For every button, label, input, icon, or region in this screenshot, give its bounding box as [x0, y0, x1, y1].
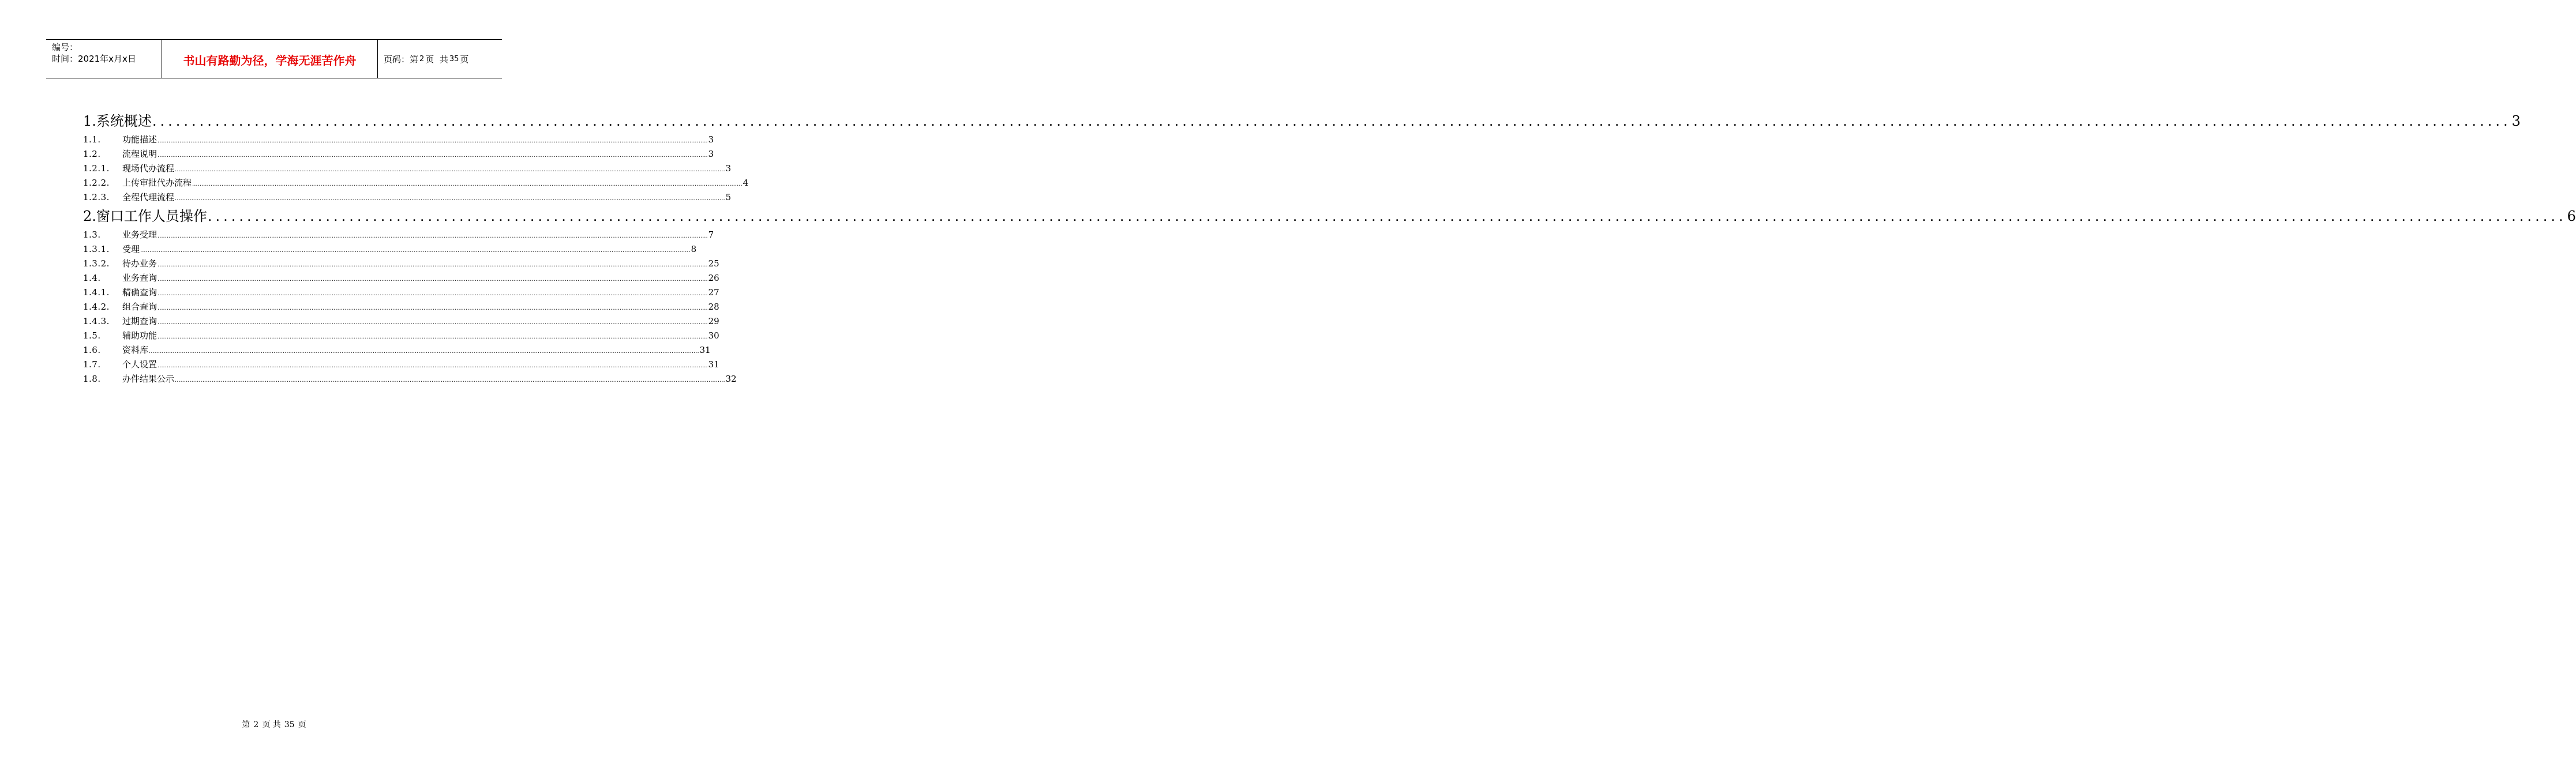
header-page-current: 2: [419, 54, 425, 63]
toc-entry[interactable]: [83, 176, 749, 190]
toc-entry-title: 待办业务: [122, 258, 158, 269]
table-of-contents: [83, 110, 2576, 386]
toc-entry-number: 1.3.2.: [83, 258, 110, 269]
toc-entry-number: 1.6.: [83, 345, 101, 355]
toc-leader-dots: ............................................................................................................................................................................................................................................................................................................: [140, 247, 691, 254]
toc-leader-dots: ............................................................................................................................................................................................................................................................................................................: [152, 113, 2511, 129]
toc-entry[interactable]: [83, 205, 2576, 228]
toc-entry-title: 功能描述: [122, 134, 158, 145]
toc-entry-title: 业务受理: [122, 230, 158, 240]
toc-entry[interactable]: [83, 285, 719, 300]
toc-entry-page: 31: [708, 359, 719, 370]
footer-mid: 页 共: [262, 720, 281, 729]
toc-entry[interactable]: [83, 228, 714, 242]
toc-leader-dots: ............................................................................................................................................................................................................................................................................................................: [158, 291, 708, 297]
toc-entry[interactable]: [83, 343, 711, 358]
toc-entry-page: 31: [699, 345, 711, 355]
toc-entry-title: 现场代办流程: [122, 163, 175, 174]
toc-entry-number: 1.3.1.: [83, 244, 110, 254]
toc-entry-page: 28: [708, 302, 719, 312]
toc-entry-number: 1.8.: [83, 374, 101, 384]
header-page-mid: 页 共: [425, 54, 448, 65]
toc-entry-title: 流程说明: [122, 149, 158, 159]
toc-leader-dots: ............................................................................................................................................................................................................................................................................................................: [158, 319, 708, 326]
toc-entry-title: 资料库: [122, 345, 149, 355]
toc-entry-number: 2.: [83, 208, 96, 224]
toc-leader-dots: ............................................................................................................................................................................................................................................................................................................: [158, 233, 708, 239]
header-page-prefix: 页码：第: [384, 54, 419, 65]
toc-entry-title: 全程代理流程: [122, 192, 175, 202]
footer-prefix: 第: [242, 720, 250, 729]
toc-entry-page: 4: [743, 178, 749, 188]
toc-entry[interactable]: [83, 190, 732, 205]
toc-entry[interactable]: [83, 372, 737, 386]
header-motto: 书山有路勤为径，学海无涯苦作舟: [162, 40, 378, 78]
toc-entry-title: 组合查询: [122, 302, 158, 312]
toc-entry[interactable]: [83, 110, 2521, 133]
toc-entry-number: 1.4.: [83, 273, 101, 283]
toc-entry-title: 窗口工作人员操作: [96, 208, 207, 224]
toc-entry-page: 8: [691, 244, 697, 254]
toc-entry-page: 26: [708, 273, 719, 283]
toc-entry-title: 办件结果公示: [122, 374, 175, 384]
toc-entry-page: 25: [708, 258, 719, 269]
toc-entry[interactable]: [83, 271, 719, 285]
toc-leader-dots: ............................................................................................................................................................................................................................................................................................................: [207, 208, 2567, 224]
header-page-info: [378, 40, 502, 78]
toc-entry[interactable]: [83, 300, 719, 314]
toc-entry-number: 1.3.: [83, 230, 101, 240]
header-number-label: 编号：: [52, 42, 78, 52]
header-page-suffix: 页: [460, 54, 469, 65]
toc-entry-title: 过期查询: [122, 316, 158, 326]
toc-entry-number: 1.2.2.: [83, 178, 110, 188]
header-page-total: 35: [449, 54, 459, 63]
toc-entry[interactable]: [83, 329, 719, 343]
toc-entry-number: 1.5.: [83, 330, 101, 341]
toc-entry-page: 3: [2511, 113, 2521, 129]
toc-leader-dots: ............................................................................................................................................................................................................................................................................................................: [175, 167, 725, 173]
toc-entry-page: 7: [708, 230, 714, 240]
footer-suffix: 页: [298, 720, 306, 729]
toc-entry[interactable]: [83, 358, 719, 372]
toc-entry-number: 1.2.: [83, 149, 101, 159]
footer-current: 2: [253, 720, 259, 729]
toc-entry[interactable]: [83, 242, 697, 257]
toc-leader-dots: ............................................................................................................................................................................................................................................................................................................: [158, 334, 708, 340]
toc-entry-page: 5: [725, 192, 732, 202]
toc-entry-title: 系统概述: [96, 113, 152, 129]
toc-entry[interactable]: [83, 147, 714, 161]
toc-entry-number: 1.4.3.: [83, 316, 110, 326]
toc-entry-page: 27: [708, 287, 719, 298]
toc-leader-dots: ............................................................................................................................................................................................................................................................................................................: [158, 262, 708, 268]
toc-entry[interactable]: [83, 133, 714, 147]
toc-entry-number: 1.2.3.: [83, 192, 110, 202]
toc-leader-dots: ............................................................................................................................................................................................................................................................................................................: [158, 276, 708, 283]
toc-entry-number: 1.4.1.: [83, 287, 110, 298]
toc-entry[interactable]: [83, 314, 719, 329]
toc-leader-dots: ............................................................................................................................................................................................................................................................................................................: [158, 152, 708, 159]
toc-entry[interactable]: [83, 257, 719, 271]
page-footer: [0, 718, 548, 730]
toc-entry-number: 1.: [83, 113, 96, 129]
toc-leader-dots: ............................................................................................................................................................................................................................................................................................................: [149, 348, 699, 355]
toc-entry[interactable]: [83, 161, 732, 176]
toc-entry-number: 1.1.: [83, 134, 101, 145]
toc-leader-dots: ............................................................................................................................................................................................................................................................................................................: [158, 363, 708, 369]
toc-entry-title: 精确查询: [122, 287, 158, 298]
toc-entry-page: 3: [725, 163, 732, 174]
footer-total: 35: [284, 720, 295, 729]
toc-entry-page: 3: [708, 149, 714, 159]
toc-leader-dots: ............................................................................................................................................................................................................................................................................................................: [192, 181, 743, 187]
toc-entry-page: 30: [708, 330, 719, 341]
toc-entry-page: 32: [725, 374, 737, 384]
toc-leader-dots: ............................................................................................................................................................................................................................................................................................................: [158, 138, 708, 144]
toc-entry-page: 3: [708, 134, 714, 145]
toc-entry-number: 1.2.1.: [83, 163, 110, 174]
toc-entry-title: 受理: [122, 244, 140, 254]
toc-entry-number: 1.4.2.: [83, 302, 110, 312]
toc-leader-dots: ............................................................................................................................................................................................................................................................................................................: [158, 305, 708, 311]
toc-entry-page: 29: [708, 316, 719, 326]
toc-entry-page: 6: [2567, 208, 2576, 224]
header-meta: [46, 40, 162, 78]
toc-entry-number: 1.7.: [83, 359, 101, 370]
header-time-label: 时间：2021年x月x日: [52, 54, 136, 64]
toc-entry-title: 业务查询: [122, 273, 158, 283]
toc-entry-title: 个人设置: [122, 359, 158, 370]
toc-leader-dots: ............................................................................................................................................................................................................................................................................................................: [175, 195, 725, 202]
page-header: [46, 39, 502, 78]
toc-leader-dots: ............................................................................................................................................................................................................................................................................................................: [175, 377, 725, 383]
toc-entry-title: 上传审批代办流程: [122, 178, 192, 188]
toc-entry-title: 辅助功能: [122, 330, 158, 341]
